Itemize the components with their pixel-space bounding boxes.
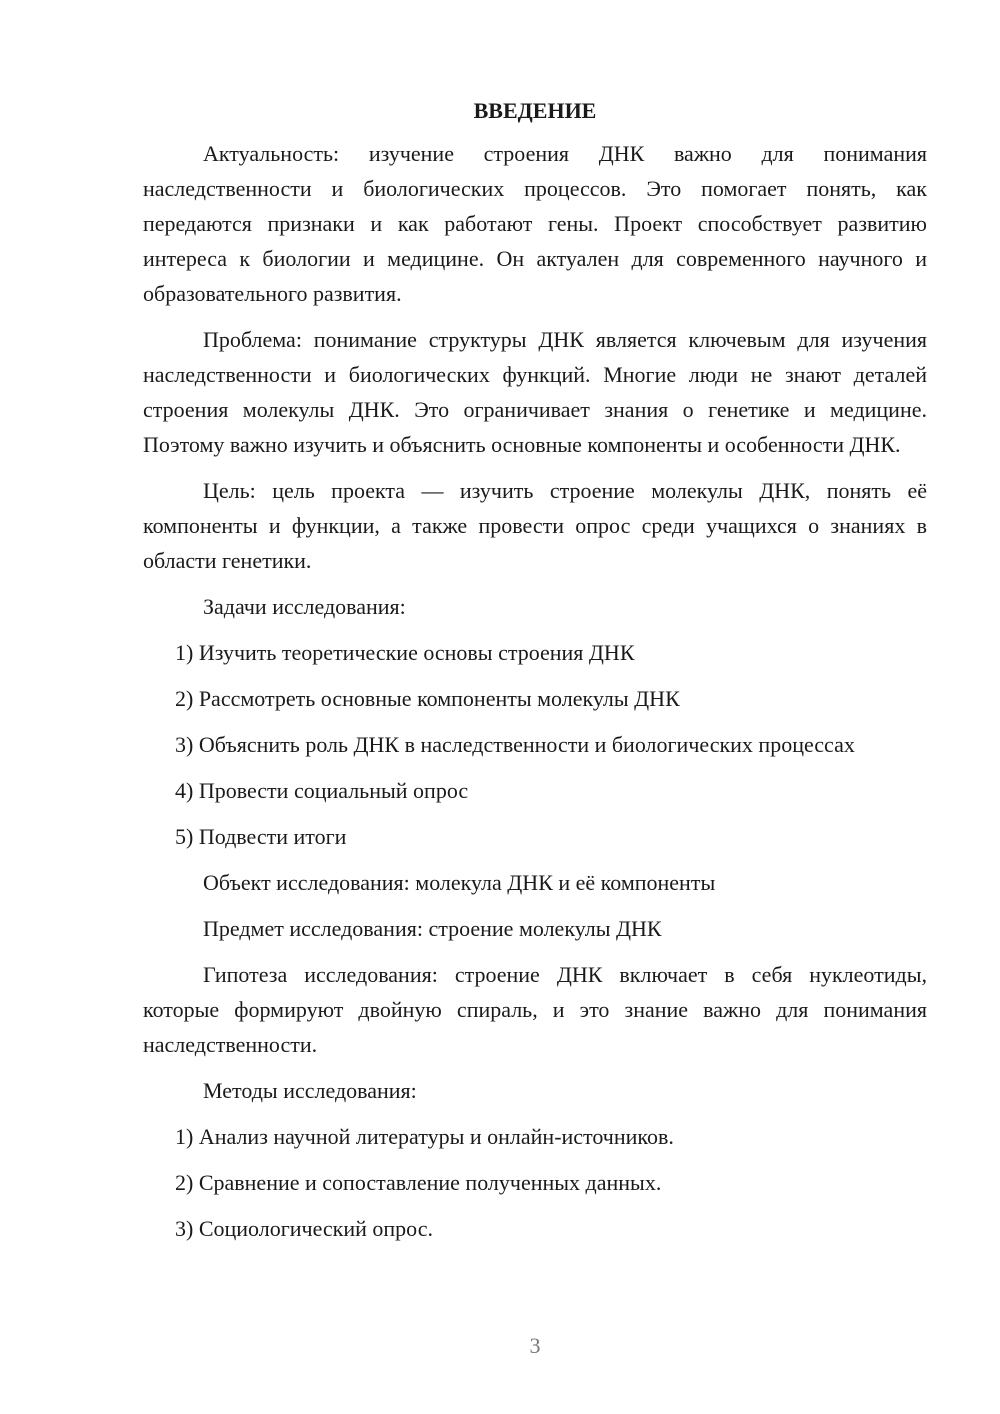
goal-paragraph: Цель: цель проекта — изучить строение молекулы ДНК, понять её компоненты и функции, а также провести опрос среди учащихся о знаниях в области генетики. (143, 478, 927, 573)
task-item: 5) Подвести итоги (175, 824, 347, 849)
task-item: 4) Провести социальный опрос (175, 778, 469, 803)
task-item: 3) Объяснить роль ДНК в наследственности и биологических процессах (175, 732, 855, 757)
problem-paragraph: Проблема: понимание структуры ДНК является ключевым для изучения наследственности и биологических функций. Многие люди не знают деталей строения молекулы ДНК. Это ограничивает знания о генетике и медицине. Поэтому важно изучить и объяснить основные компоненты и особенности ДНК. (143, 327, 927, 457)
method-item: 1) Анализ научной литературы и онлайн-источников. (175, 1124, 674, 1149)
task-item: 2) Рассмотреть основные компоненты молекулы ДНК (175, 686, 680, 711)
tasks-heading: Задачи исследования: (203, 594, 406, 619)
method-item: 2) Сравнение и сопоставление полученных данных. (175, 1170, 662, 1195)
page-content (143, 93, 927, 1257)
subject-paragraph: Предмет исследования: строение молекулы ДНК (203, 916, 662, 941)
page-title: ВВЕДЕНИЕ (473, 98, 597, 123)
relevance-paragraph: Актуальность: изучение строения ДНК важно для понимания наследственности и биологических процессов. Это помогает понять, как передаются признаки и как работают гены. Проект способствует развитию интереса к биологии и медицине. Он актуален для современного научного и образовательного развития. (143, 141, 927, 306)
hypothesis-paragraph: Гипотеза исследования: строение ДНК включает в себя нуклеотиды, которые формируют двойную спираль, и это знание важно для понимания наследственности. (143, 962, 927, 1057)
methods-heading: Методы исследования: (203, 1078, 417, 1103)
page-number: 3 (529, 1333, 541, 1358)
task-item: 1) Изучить теоретические основы строения ДНК (175, 640, 635, 665)
method-item: 3) Социологический опрос. (175, 1216, 433, 1241)
object-paragraph: Объект исследования: молекула ДНК и её компоненты (203, 870, 716, 895)
